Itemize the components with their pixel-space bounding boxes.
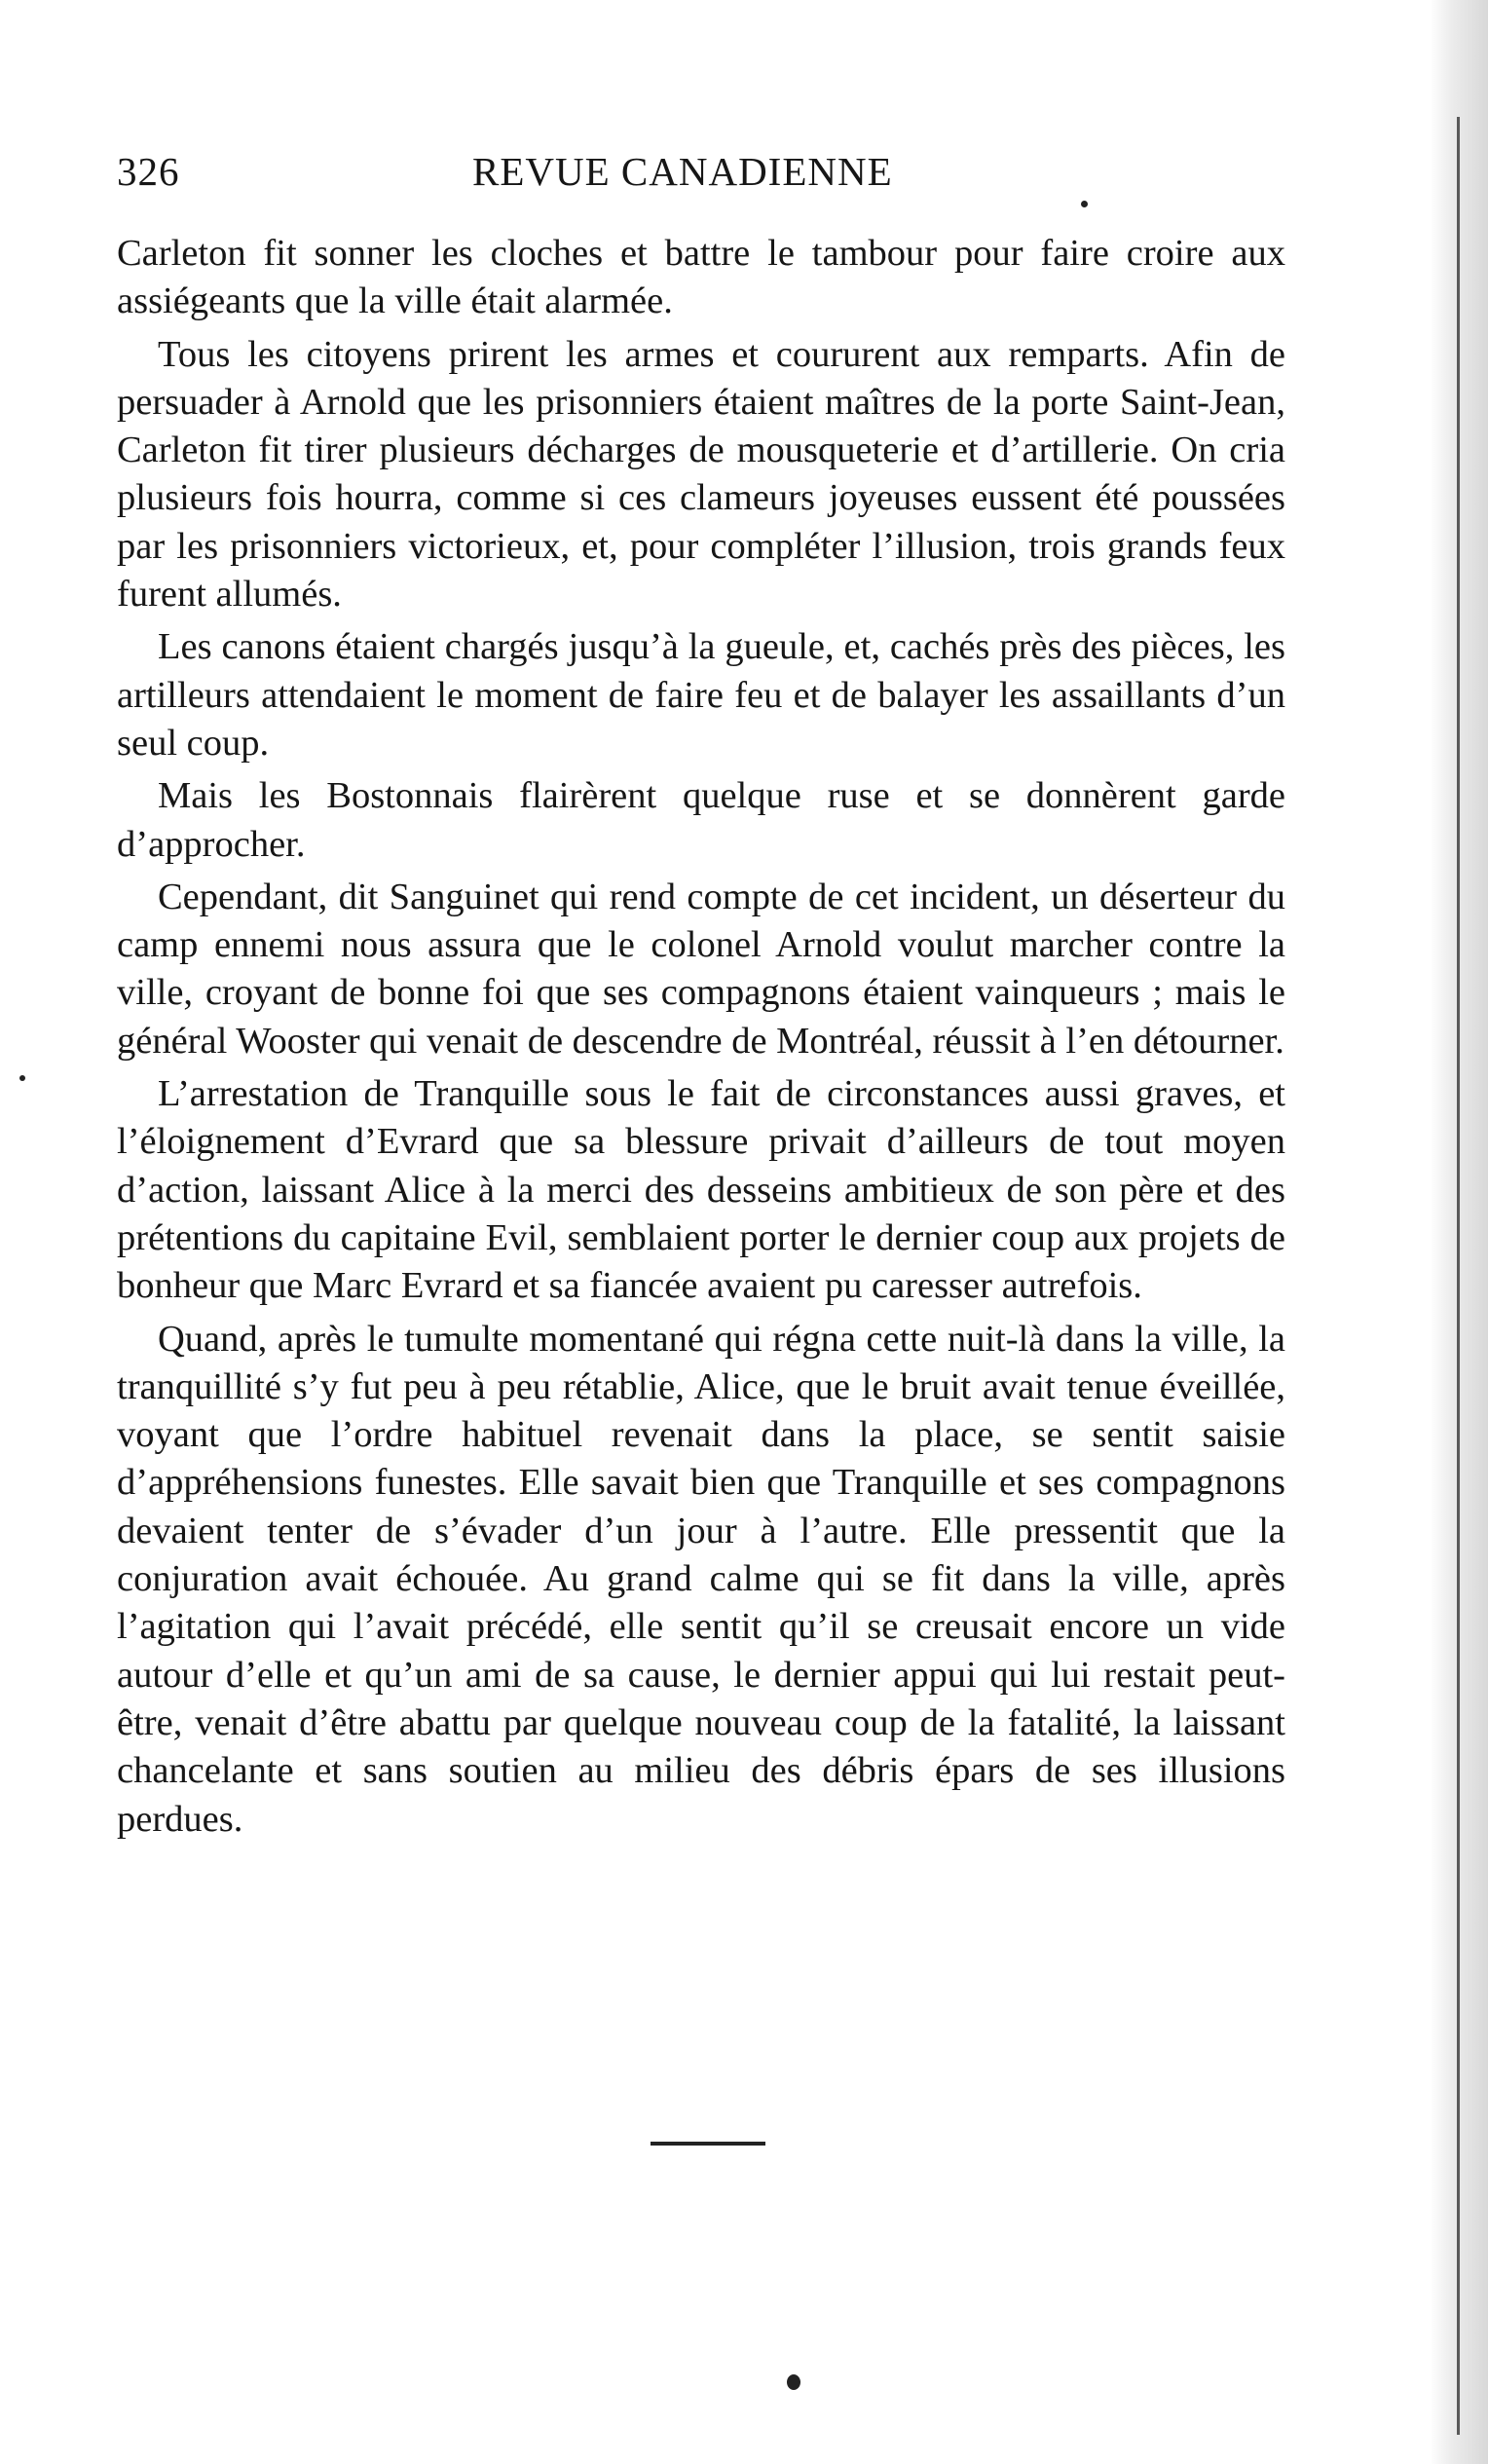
journal-title: REVUE CANADIENNE: [472, 149, 893, 194]
running-head: [117, 148, 915, 206]
page-number: 326: [117, 149, 180, 194]
paragraph: Carleton fit sonner les cloches et battre le tambour pour faire croire aux assiégeants que la ville était alarmée.: [117, 233, 1285, 322]
ink-speck: [1081, 201, 1088, 207]
paragraph: Tous les citoyens prirent les armes et coururent aux remparts. Afin de persuader à Arnold que les prisonniers étaient maîtres de la porte Saint-Jean, Carleton fit tirer plusieurs décharges de mousqueterie et d’artillerie. On cria plusieurs fois hourra, comme si ces clameurs joyeuses eussent été poussées par les prisonniers victorieux, et, pour compléter l’illusion, trois grands feux furent allumés.: [117, 333, 1285, 616]
paragraph: Cependant, dit Sanguinet qui rend compte de cet incident, un déserteur du camp ennemi nous assura que le colonel Arnold voulut marcher contre la ville, croyant de bonne foi que ses compagnons étaient vainqueurs ; mais le général Wooster qui venait de descendre de Montréal, réussit à l’en détourner.: [117, 876, 1285, 1062]
ink-speck: [19, 1075, 25, 1081]
ink-speck: [787, 2374, 800, 2390]
page-edge-line: [1457, 117, 1460, 2435]
body-text: [117, 230, 1285, 1848]
section-end-rule: [651, 2142, 765, 2146]
paragraph: Les canons étaient chargés jusqu’à la gueule, et, cachés près des pièces, les artilleurs attendaient le moment de faire feu et de balayer les assaillants d’un seul coup.: [117, 626, 1285, 764]
paragraph: Mais les Bostonnais flairèrent quelque ruse et se donnèrent garde d’approcher.: [117, 775, 1285, 865]
paragraph: Quand, après le tumulte momentané qui régna cette nuit-là dans la ville, la tranquillité s’y fut peu à peu rétablie, Alice, que le bruit avait tenue éveillée, voyant que l’ordre habituel revenait dans la place, se sentit saisie d’appréhensions funestes. Elle savait bien que Tranquille et ses compagnons devaient tenter de s’évader d’un jour à l’autre. Elle pressentit que la conjuration avait échouée. Au grand calme qui se fit dans la ville, après l’agitation qui l’avait précédé, elle sentit qu’il se creusait encore un vide autour d’elle et qu’un ami de sa cause, le dernier appui qui lui restait peut-être, venait d’être abattu par quelque nouveau coup de la fatalité, la laissant chancelante et sans soutien au milieu des débris épars de ses illusions perdues.: [117, 1318, 1285, 1840]
paragraph: L’arrestation de Tranquille sous le fait de circonstances aussi graves, et l’éloignement d’Evrard que sa blessure privait d’ailleurs de tout moyen d’action, laissant Alice à la merci des desseins ambitieux de son père et des prétentions du capitaine Evil, semblaient porter le dernier coup aux projets de bonheur que Marc Evrard et sa fiancée avaient pu caresser autrefois.: [117, 1073, 1285, 1307]
